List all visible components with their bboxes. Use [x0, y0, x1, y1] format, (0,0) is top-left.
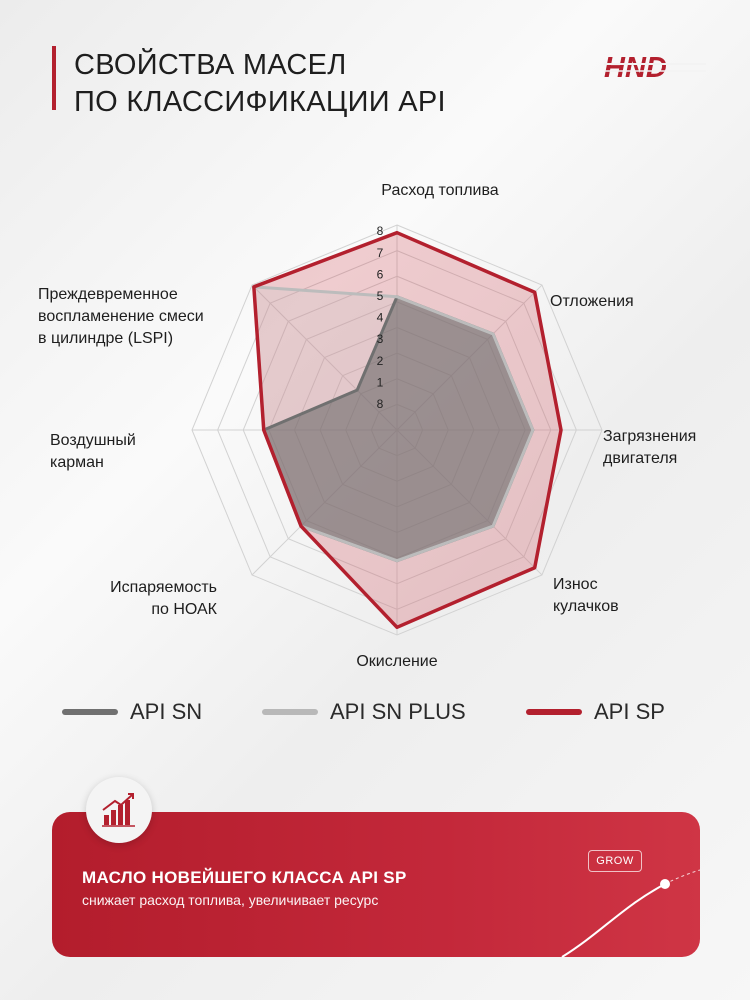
banner-title: МАСЛО НОВЕЙШЕГО КЛАССА API SP	[82, 868, 407, 887]
legend-item-api-sn	[62, 697, 202, 727]
tick-label: 8	[376, 397, 384, 411]
axis-label: Расход топлива	[381, 182, 499, 199]
tick-label: 7	[376, 245, 384, 260]
tick-label: 2	[376, 353, 384, 368]
axis-label: Окисление	[356, 653, 438, 670]
title-line-2: ПО КЛАССИФИКАЦИИ API	[74, 86, 446, 118]
axis-label: Воздушный карман	[50, 432, 136, 471]
tick-label: 3	[376, 332, 384, 347]
legend-swatch	[62, 709, 118, 715]
grow-curve	[472, 812, 700, 957]
radar-series	[254, 233, 561, 628]
legend-label: API SP	[594, 699, 665, 724]
hnd-logo	[598, 50, 710, 84]
legend-swatch	[526, 709, 582, 715]
axis-label: Испаряемость по НОАК	[110, 579, 217, 618]
legend-label: API SN PLUS	[330, 699, 466, 724]
title-line-1: СВОЙСТВА МАСЕЛ	[74, 49, 347, 81]
tick-label: 1	[376, 375, 384, 390]
axis-label: Отложения	[550, 293, 634, 310]
page-title	[74, 47, 446, 121]
axis-label: Износ кулачков	[553, 576, 619, 615]
tick-label: 4	[376, 310, 384, 325]
tick-label: 8	[376, 224, 384, 239]
axis-label: Преждевременное воспламенение смеси в цилиндре (LSPI)	[38, 286, 204, 347]
tick-label: 5	[376, 289, 384, 303]
legend-label: API SN	[130, 699, 203, 724]
axis-label: Загрязнения двигателя	[603, 428, 697, 467]
radar-ticks	[377, 224, 384, 411]
growth-chart-icon	[86, 777, 152, 843]
grow-label: GROW	[588, 850, 642, 872]
banner-subtitle: снижает расход топлива, увеличивает ресурс	[82, 892, 379, 908]
title-accent-bar	[52, 46, 56, 110]
legend-swatch	[262, 709, 318, 715]
chart-legend	[0, 697, 750, 727]
logo-text: HND	[604, 52, 667, 84]
growth-chart-icon-graphic	[86, 777, 152, 843]
legend-item-api-sp	[526, 697, 665, 727]
radar-chart	[0, 182, 750, 670]
legend-item-api-sn-plus	[262, 697, 466, 727]
tick-label: 6	[376, 267, 384, 282]
